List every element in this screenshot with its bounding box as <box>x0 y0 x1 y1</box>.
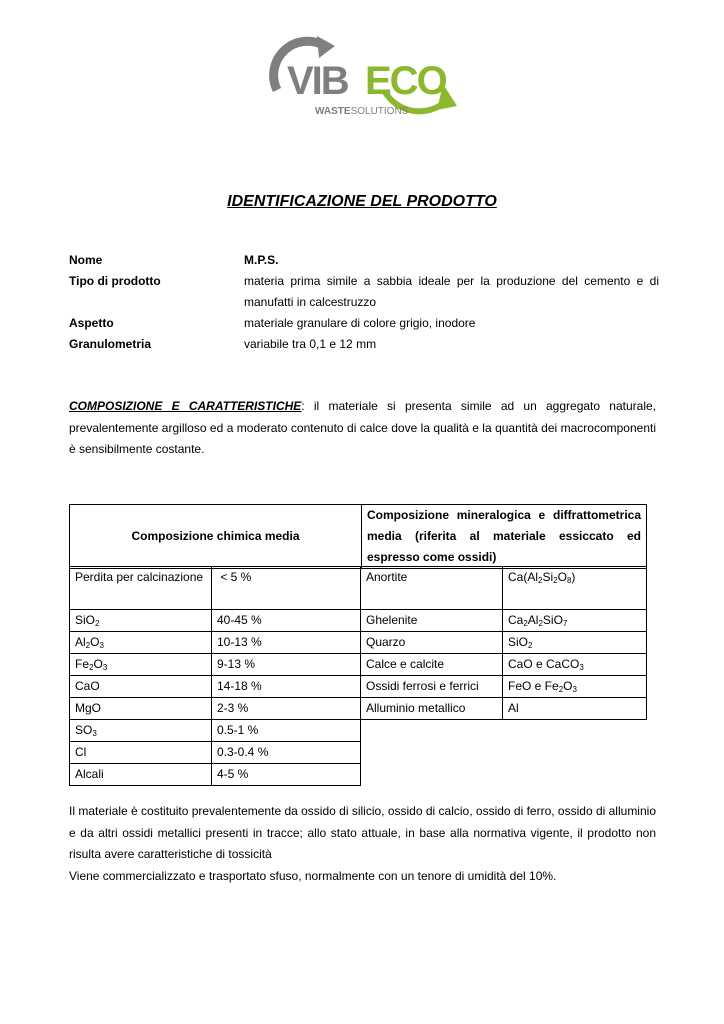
info-row-nome <box>69 250 659 271</box>
chem-name: Alcali <box>70 764 212 786</box>
chem-name: MgO <box>70 698 212 720</box>
mineral-table <box>360 566 647 720</box>
mineral-name: Ghelenite <box>361 610 503 632</box>
mineral-name: Ossidi ferrosi e ferrici <box>361 676 503 698</box>
page-title: IDENTIFICAZIONE DEL PRODOTTO <box>227 193 497 210</box>
info-key: Tipo di prodotto <box>69 274 161 288</box>
chem-name: CaO <box>70 676 212 698</box>
chem-name: Perdita per calcinazione <box>70 567 212 610</box>
mineral-formula: $Ca(Al_2Si_2O_8)$ <box>503 567 647 610</box>
info-value: variabile tra 0,1 e 12 mm <box>244 337 377 351</box>
table-row <box>70 742 361 764</box>
chem-value: 40-45 % <box>212 610 361 632</box>
table-row <box>70 632 361 654</box>
logo-text-vib: VIB <box>287 59 348 103</box>
table-row <box>361 567 647 610</box>
mineral-header: Composizione mineralogica e diffrattometrica media (riferita al materiale essiccato ed espresso come ossidi) <box>362 505 647 569</box>
composition-text: : il materiale si presenta simile ad un aggregato naturale, prevalentemente argilloso ed a moderato contenuto di calce dove la qualità e la quantità dei macrocomponenti è sensibilmente costante. <box>69 399 657 456</box>
closing-paragraph <box>69 801 656 887</box>
info-key: Nome <box>69 253 103 267</box>
info-key: Aspetto <box>69 316 114 330</box>
table-row <box>361 610 647 632</box>
info-value: materiale granulare di colore grigio, inodore <box>244 316 476 330</box>
table-row <box>361 676 647 698</box>
info-row-aspetto <box>69 313 659 334</box>
chem-name: $Fe_2O_3$ <box>70 654 212 676</box>
chem-value: 4-5 % <box>212 764 361 786</box>
chem-name: $Al_2O_3$ <box>70 632 212 654</box>
info-key: Granulometria <box>69 337 152 351</box>
chem-value: 10-13 % <box>212 632 361 654</box>
chem-header: Composizione chimica media <box>70 505 362 569</box>
logo-arrow-gray-head <box>317 36 335 58</box>
mineral-formula: $Ca_2Al_2SiO_7$ <box>503 610 647 632</box>
table-row <box>70 654 361 676</box>
mineral-name: Anortite <box>361 567 503 610</box>
info-row-granulometria <box>69 334 659 355</box>
info-value: M.P.S. <box>244 253 279 267</box>
chem-name: Cl <box>70 742 212 764</box>
chem-name: $SO_3$ <box>70 720 212 742</box>
mineral-formula: SiO$_2$ <box>503 632 647 654</box>
mineral-formula: Al <box>503 698 647 720</box>
closing-text-1: Il materiale è costituito prevalentemente da ossido di silicio, ossido di calcio, ossido di ferro, ossido di alluminio e da altri ossidi metallici presenti in tracce; allo stato attuale, in base alla normativa vigente, il prodotto non risulta avere caratteristiche di tossicità <box>69 804 656 861</box>
product-info <box>69 250 659 355</box>
table-row <box>361 654 647 676</box>
chemical-table <box>69 566 361 786</box>
info-row-tipo <box>69 271 659 313</box>
logo-text-eco: ECO <box>365 59 446 103</box>
table-row <box>70 567 361 610</box>
vibeco-logo <box>265 32 465 122</box>
table-header <box>69 504 647 569</box>
table-row <box>361 632 647 654</box>
mineral-formula: CaO e CaCO$_3$ <box>503 654 647 676</box>
chem-value: 9-13 % <box>212 654 361 676</box>
table-row <box>361 698 647 720</box>
table-row <box>70 698 361 720</box>
composition-heading: COMPOSIZIONE E CARATTERISTICHE <box>69 399 302 413</box>
table-row <box>70 720 361 742</box>
table-row <box>70 610 361 632</box>
mineral-name: Quarzo <box>361 632 503 654</box>
chem-name: SiO$_2$ <box>70 610 212 632</box>
chem-value: < 5 % <box>212 567 361 610</box>
logo-tagline: WASTESOLUTIONS <box>315 106 409 117</box>
chem-value: 0.3-0.4 % <box>212 742 361 764</box>
info-value: materia prima simile a sabbia ideale per la produzione del cemento e di manufatti in calcestruzzo <box>244 274 659 309</box>
chem-value: 0.5-1 % <box>212 720 361 742</box>
mineral-name: Alluminio metallico <box>361 698 503 720</box>
mineral-formula: FeO e $Fe_2O_3$ <box>503 676 647 698</box>
chem-value: 2-3 % <box>212 698 361 720</box>
table-row <box>70 676 361 698</box>
composition-paragraph <box>69 396 656 461</box>
chem-value: 14-18 % <box>212 676 361 698</box>
closing-text-2: Viene commercializzato e trasportato sfuso, normalmente con un tenore di umidità del 10%. <box>69 868 557 883</box>
mineral-name: Calce e calcite <box>361 654 503 676</box>
table-row <box>70 764 361 786</box>
